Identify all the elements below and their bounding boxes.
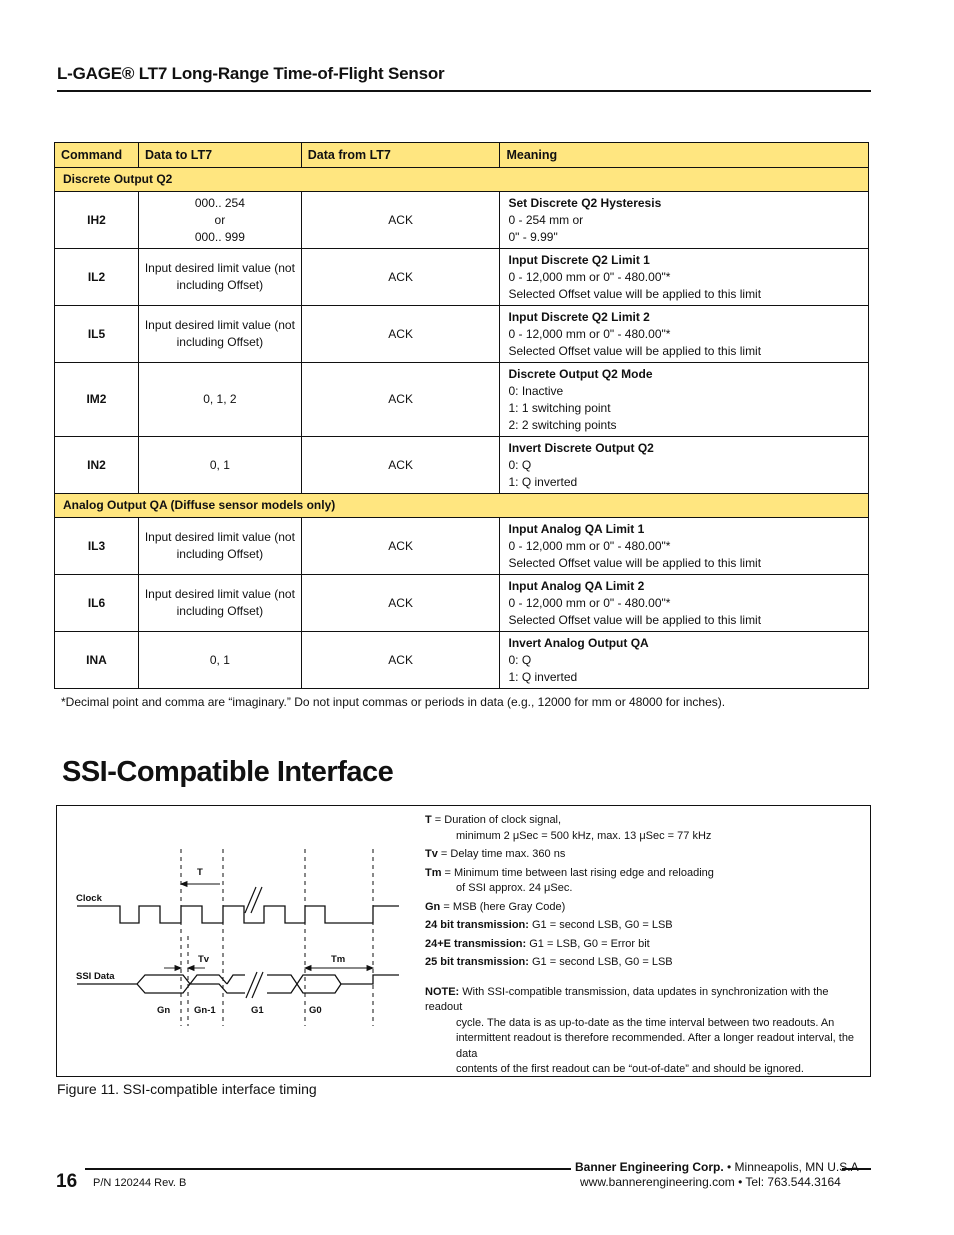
command-cell: IH2 xyxy=(55,192,139,249)
header-rule xyxy=(57,90,871,92)
meaning-cell: Invert Analog Output QA 0: Q 1: Q inverted xyxy=(500,632,869,689)
timing-guide-lines xyxy=(181,849,373,1026)
t-label: T xyxy=(197,867,203,878)
col-header-meaning: Meaning xyxy=(500,143,869,168)
table-row xyxy=(55,632,869,689)
col-header-command: Command xyxy=(55,143,139,168)
legend-note: NOTE: With SSI-compatible transmission, data updates in synchronization with the readout cycle. The data is as up-to-date as the time interval between two readouts. An intermittent readout is therefore recommended. After a longer readout interval, the data contents of the first readout can be “out-of-date” and should be ignored. xyxy=(425,985,855,1075)
data-to-cell: 0, 1, 2 xyxy=(138,363,301,437)
footer-rule-left xyxy=(85,1168,571,1170)
footer-contact: www.bannerengineering.com • Tel: 763.544.3164 xyxy=(580,1175,841,1189)
ssi-data-label: SSI Data xyxy=(76,971,115,982)
legend-item: Tv = Delay time max. 360 ns xyxy=(425,848,566,860)
figure-box xyxy=(56,805,871,1077)
meaning-cell: Input Analog QA Limit 1 0 - 12,000 mm or 0" - 480.00"* Selected Offset value will be applied to this limit xyxy=(500,518,869,575)
table-row xyxy=(55,437,869,494)
command-cell: IL2 xyxy=(55,249,139,306)
gn-label: Gn xyxy=(157,1005,171,1016)
meaning-cell: Input Discrete Q2 Limit 1 0 - 12,000 mm or 0" - 480.00"* Selected Offset value will be applied to this limit xyxy=(500,249,869,306)
legend-item: Gn = MSB (here Gray Code) xyxy=(425,900,566,913)
section-title: SSI-Compatible Interface xyxy=(62,756,394,788)
legend-item: 24+E transmission: G1 = LSB, G0 = Error bit xyxy=(425,937,650,950)
data-to-cell: Input desired limit value (not including Offset) xyxy=(138,249,301,306)
data-from-cell: ACK xyxy=(301,437,500,494)
tv-label: Tv xyxy=(198,954,210,965)
data-to-cell: 000.. 254 or 000.. 999 xyxy=(138,192,301,249)
data-to-cell: Input desired limit value (not including Offset) xyxy=(138,518,301,575)
g1-label: G1 xyxy=(251,1005,264,1016)
data-from-cell: ACK xyxy=(301,249,500,306)
meaning-cell: Input Analog QA Limit 2 0 - 12,000 mm or 0" - 480.00"* Selected Offset value will be applied to this limit xyxy=(500,575,869,632)
command-cell: IM2 xyxy=(55,363,139,437)
clock-break-marks xyxy=(245,887,262,913)
meaning-cell: Set Discrete Q2 Hysteresis 0 - 254 mm or 0" - 9.99" xyxy=(500,192,869,249)
command-cell: IL3 xyxy=(55,518,139,575)
command-table xyxy=(54,142,869,689)
legend-item: T = Duration of clock signal, minimum 2 μSec = 500 kHz, max. 13 μSec = 77 kHz xyxy=(425,814,712,842)
col-header-data-to: Data to LT7 xyxy=(138,143,301,168)
g0-label: G0 xyxy=(309,1005,322,1016)
command-cell: IL6 xyxy=(55,575,139,632)
command-cell: IN2 xyxy=(55,437,139,494)
meaning-cell: Invert Discrete Output Q2 0: Q 1: Q inverted xyxy=(500,437,869,494)
page-number: 16 xyxy=(56,1171,78,1192)
clock-label: Clock xyxy=(76,893,102,904)
figure-caption: Figure 11. SSI-compatible interface timing xyxy=(57,1081,317,1097)
table-row xyxy=(55,518,869,575)
footer-company: Banner Engineering Corp. • Minneapolis, MN U.S.A xyxy=(575,1160,859,1174)
data-from-cell: ACK xyxy=(301,518,500,575)
legend-item: Tm = Minimum time between last rising edge and reloading of SSI approx. 24 μSec. xyxy=(425,866,714,894)
table-row xyxy=(55,192,869,249)
data-to-cell: Input desired limit value (not including Offset) xyxy=(138,575,301,632)
tm-label: Tm xyxy=(331,954,346,965)
command-cell: INA xyxy=(55,632,139,689)
data-from-cell: ACK xyxy=(301,632,500,689)
data-from-cell: ACK xyxy=(301,306,500,363)
ssi-data-waveform xyxy=(77,975,399,993)
data-to-cell: Input desired limit value (not including Offset) xyxy=(138,306,301,363)
table-footnote: *Decimal point and comma are “imaginary.” Do not input commas or periods in data (e.g., 12000 for mm or 48000 for inches). xyxy=(61,695,726,709)
section-discrete-output-q2: Discrete Output Q2 xyxy=(55,168,869,192)
col-header-data-from: Data from LT7 xyxy=(301,143,500,168)
data-from-cell: ACK xyxy=(301,575,500,632)
section-analog-output-qa: Analog Output QA (Diffuse sensor models only) xyxy=(55,494,869,518)
data-break-marks xyxy=(246,972,263,998)
data-to-cell: 0, 1 xyxy=(138,632,301,689)
table-row xyxy=(55,363,869,437)
part-number: P/N 120244 Rev. B xyxy=(93,1177,187,1189)
ssi-timing-diagram xyxy=(57,806,427,1076)
meaning-cell: Input Discrete Q2 Limit 2 0 - 12,000 mm or 0" - 480.00"* Selected Offset value will be applied to this limit xyxy=(500,306,869,363)
legend-item: 25 bit transmission: G1 = second LSB, G0 = LSB xyxy=(425,956,673,968)
meaning-cell: Discrete Output Q2 Mode 0: Inactive 1: 1 switching point 2: 2 switching points xyxy=(500,363,869,437)
table-header-row xyxy=(55,143,869,168)
gn-1-label: Gn-1 xyxy=(194,1005,216,1016)
command-cell: IL5 xyxy=(55,306,139,363)
timing-legend xyxy=(425,813,865,1078)
clock-waveform xyxy=(77,906,399,923)
data-to-cell: 0, 1 xyxy=(138,437,301,494)
table-row xyxy=(55,575,869,632)
document-header-title: L-GAGE® LT7 Long-Range Time-of-Flight Sensor xyxy=(57,64,445,83)
legend-item: 24 bit transmission: G1 = second LSB, G0 = LSB xyxy=(425,919,673,931)
table-row xyxy=(55,249,869,306)
table-row xyxy=(55,306,869,363)
data-from-cell: ACK xyxy=(301,192,500,249)
data-from-cell: ACK xyxy=(301,363,500,437)
